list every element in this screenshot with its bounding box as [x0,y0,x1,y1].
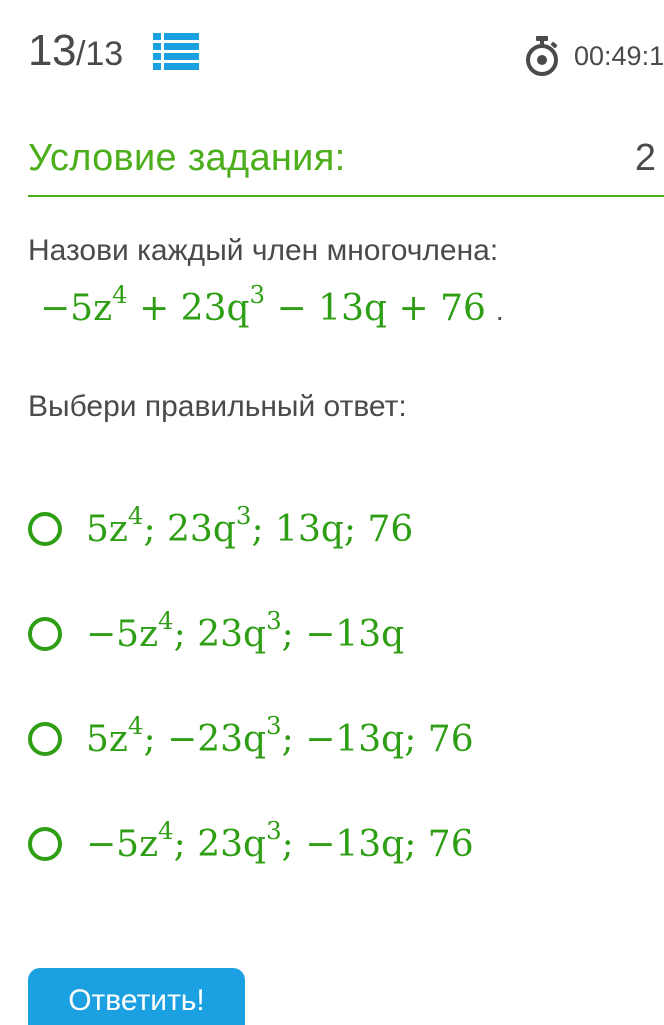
current-question-number: 13 [28,26,76,75]
choose-answer-prompt: Выбери правильный ответ: [28,390,407,423]
answer-option-3[interactable] [28,711,474,767]
polynomial-period: . [495,295,504,326]
submit-answer-button[interactable]: Ответить! [28,968,245,1025]
condition-title: Условие задания: [28,137,346,179]
radio-unchecked-icon[interactable] [28,617,62,651]
total-questions: /13 [75,35,124,73]
timer [524,34,664,78]
task-condition-header [28,137,664,197]
answer-option-1[interactable] [28,501,413,557]
radio-unchecked-icon[interactable] [28,827,62,861]
question-counter [28,26,123,78]
answer-option-4[interactable] [28,816,474,872]
stopwatch-icon [524,35,560,77]
answer-option-3-text: $5z^4$; $-23q^3$; −13q; 76 [86,710,474,760]
task-prompt: Назови каждый член многочлена: [28,234,499,267]
timer-value: 00:49:1 [574,40,664,71]
list-icon[interactable] [153,31,199,71]
answer-option-2[interactable] [28,606,404,662]
answer-option-4-text: $-5z^4$; $23q^3$; −13q; 76 [86,815,474,865]
points-value: 2 [634,137,656,179]
polynomial-expression [40,280,504,329]
answer-option-1-text: $5z^4$; $23q^3$; 13q; 76 [86,500,414,550]
answer-option-2-text: $-5z^4$; $23q^3$; −13q [86,605,405,655]
top-bar [0,0,664,100]
radio-unchecked-icon[interactable] [28,512,62,546]
polynomial-math: $-5z^4 + 23q^3 - 13q + 76$ [40,280,486,329]
radio-unchecked-icon[interactable] [28,722,62,756]
